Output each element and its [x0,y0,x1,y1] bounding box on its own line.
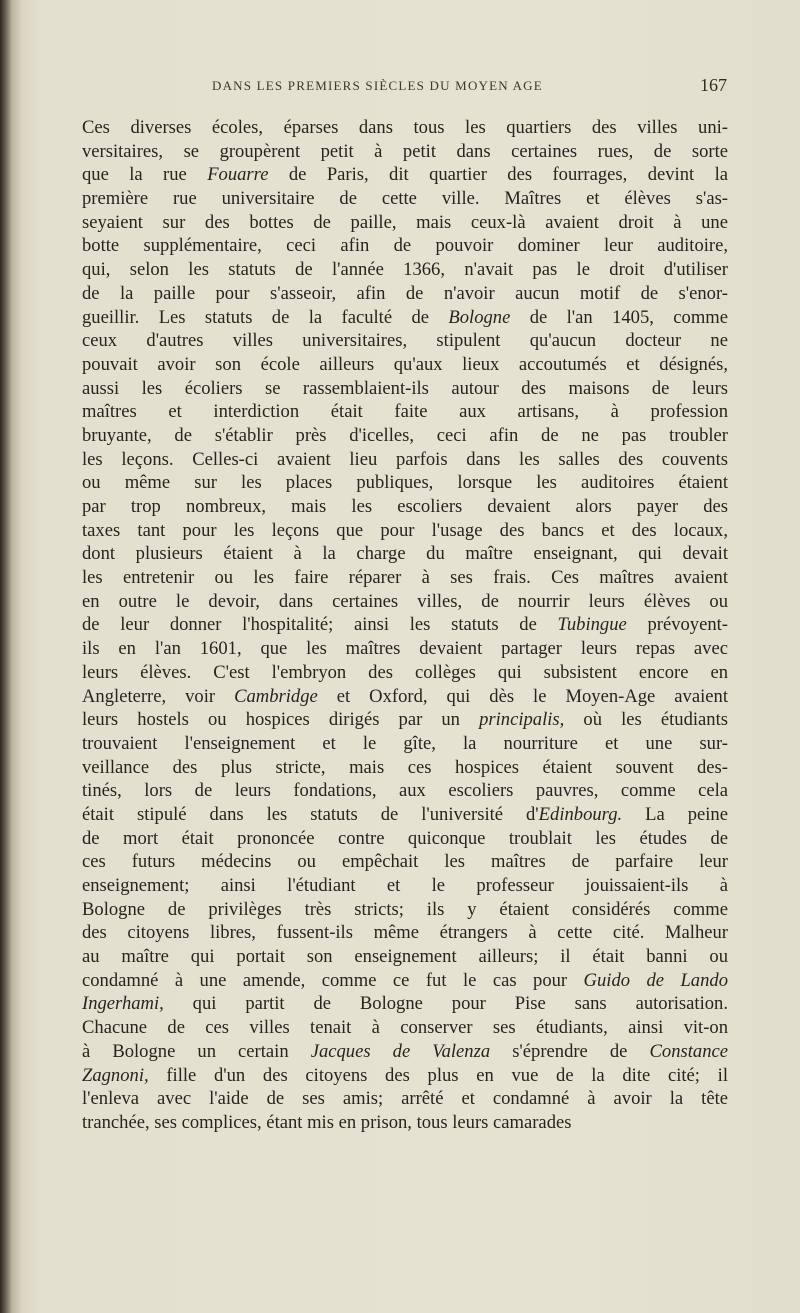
text-line: par trop nombreux, mais les escoliers devaient alors payer des [82,496,728,517]
text-line: Angleterre, voir Cambridge et Oxford, qui dès le Moyen-Age avaient [82,685,728,707]
text-line: condamné à une amende, comme ce fut le cas pour Guido de Lando [82,969,728,991]
page-header [0,76,800,96]
italic-term: Cambridge [234,685,318,707]
text-line: bruyante, de s'établir près d'icelles, ceci afin de ne pas troubler [82,424,728,446]
italic-term: Guido de Lando [583,969,728,991]
text-line: ceux d'autres villes universitaires, stipulent qu'aucun docteur ne [82,330,728,352]
text-line: botte supplémentaire, ceci afin de pouvoir dominer leur auditoire, [82,235,728,257]
text-line: dont plusieurs étaient à la charge du maître enseignant, qui devait [82,543,728,565]
italic-term: Tubingue [557,614,627,636]
text-line: ces futurs médecins ou empêchait les maîtres de parfaire leur [82,851,728,873]
italic-term: Bologne [448,306,511,328]
italic-term: Fouarre [207,164,269,186]
text-line: que la rue Fouarre de Paris, dit quartier des fourrages, devint la [82,164,728,186]
text-line: leurs hostels ou hospices dirigés par un principalis, où les étudiants [82,709,728,731]
text-line: veillance des plus stricte, mais ces hospices étaient souvent des- [82,756,728,778]
text-line: gueillir. Les statuts de la faculté de Bologne de l'an 1405, comme [82,306,728,328]
text-line: les entretenir ou les faire réparer à ses frais. Ces maîtres avaient [82,567,728,589]
italic-term: Edinbourg. [538,803,623,825]
page-number: 167 [700,75,727,95]
body-text [82,116,728,1135]
text-line: de la paille pour s'asseoir, afin de n'avoir aucun motif de s'enor- [82,282,728,304]
text-line: l'enleva avec l'aide de ses amis; arrêté et condamné à avoir la tête [82,1088,728,1110]
text-line: à Bologne un certain Jacques de Valenza s'éprendre de Constance [82,1040,728,1062]
text-line: Bologne de privilèges très stricts; ils y étaient considérés comme [82,898,728,920]
text-line: était stipulé dans les statuts de l'université d'Edinbourg. La peine [82,803,728,825]
italic-term: Zagnoni, [82,1064,149,1086]
text-line: Ingerhami, qui partit de Bologne pour Pise sans autorisation. [82,993,728,1015]
text-line: au maître qui portait son enseignement ailleurs; il était banni ou [82,946,728,968]
running-head: DANS LES PREMIERS SIÈCLES DU MOYEN AGE [212,78,543,93]
text-line: tinés, lors de leurs fondations, aux escoliers pauvres, comme cela [82,780,728,802]
text-line: qui, selon les statuts de l'année 1366, n'avait pas le droit d'utiliser [82,259,728,281]
text-line: Zagnoni, fille d'un des citoyens des plus en vue de la dite cité; il [82,1064,728,1086]
text-line: taxes tant pour les leçons que pour l'usage des bancs et des locaux, [82,519,728,541]
text-line: versitaires, se groupèrent petit à petit dans certaines rues, de sorte [82,140,728,162]
text-line: Chacune de ces villes tenait à conserver ses étudiants, ainsi vit-on [82,1017,728,1039]
text-line: Ces diverses écoles, éparses dans tous les quartiers des villes uni- [82,117,728,138]
text-line: tranchée, ses complices, étant mis en prison, tous leurs camarades [82,1111,572,1133]
text-line: ils en l'an 1601, que les maîtres devaient partager leurs repas avec [82,638,728,660]
text-line: première rue universitaire de cette ville. Maîtres et élèves s'as- [82,188,728,210]
italic-term: Ingerhami, [82,993,164,1015]
text-line: trouvaient l'enseignement et le gîte, la nourriture et une sur- [82,732,728,754]
text-line: de leur donner l'hospitalité; ainsi les statuts de Tubingue prévoyent- [82,614,728,636]
text-line: ou même sur les places publiques, lorsque les auditoires étaient [82,472,728,494]
text-line: maîtres et interdiction était faite aux artisans, à profession [82,401,728,423]
text-line: en outre le devoir, dans certaines villes, de nourrir leurs élèves ou [82,590,728,612]
text-line: pouvait avoir son école ailleurs qu'aux lieux accoutumés et désignés, [82,353,728,375]
text-line: de mort était prononcée contre quiconque troublait les études de [82,827,728,849]
text-line: leurs élèves. C'est l'embryon des collèges qui subsistent encore en [82,661,728,683]
text-line: aussi les écoliers se rassemblaient-ils autour des maisons de leurs [82,377,728,399]
text-line: seyaient sur des bottes de paille, mais ceux-là avaient droit à une [82,211,728,233]
italic-term: Jacques de Valenza [310,1040,491,1062]
text-line: les leçons. Celles-ci avaient lieu parfois dans les salles des couvents [82,448,728,470]
italic-term: Constance [649,1040,728,1062]
italic-term: principalis, [479,709,565,731]
text-line: enseignement; ainsi l'étudiant et le professeur jouissaient-ils à [82,875,728,896]
text-line: des citoyens libres, fussent-ils même étrangers à cette cité. Malheur [82,922,728,944]
